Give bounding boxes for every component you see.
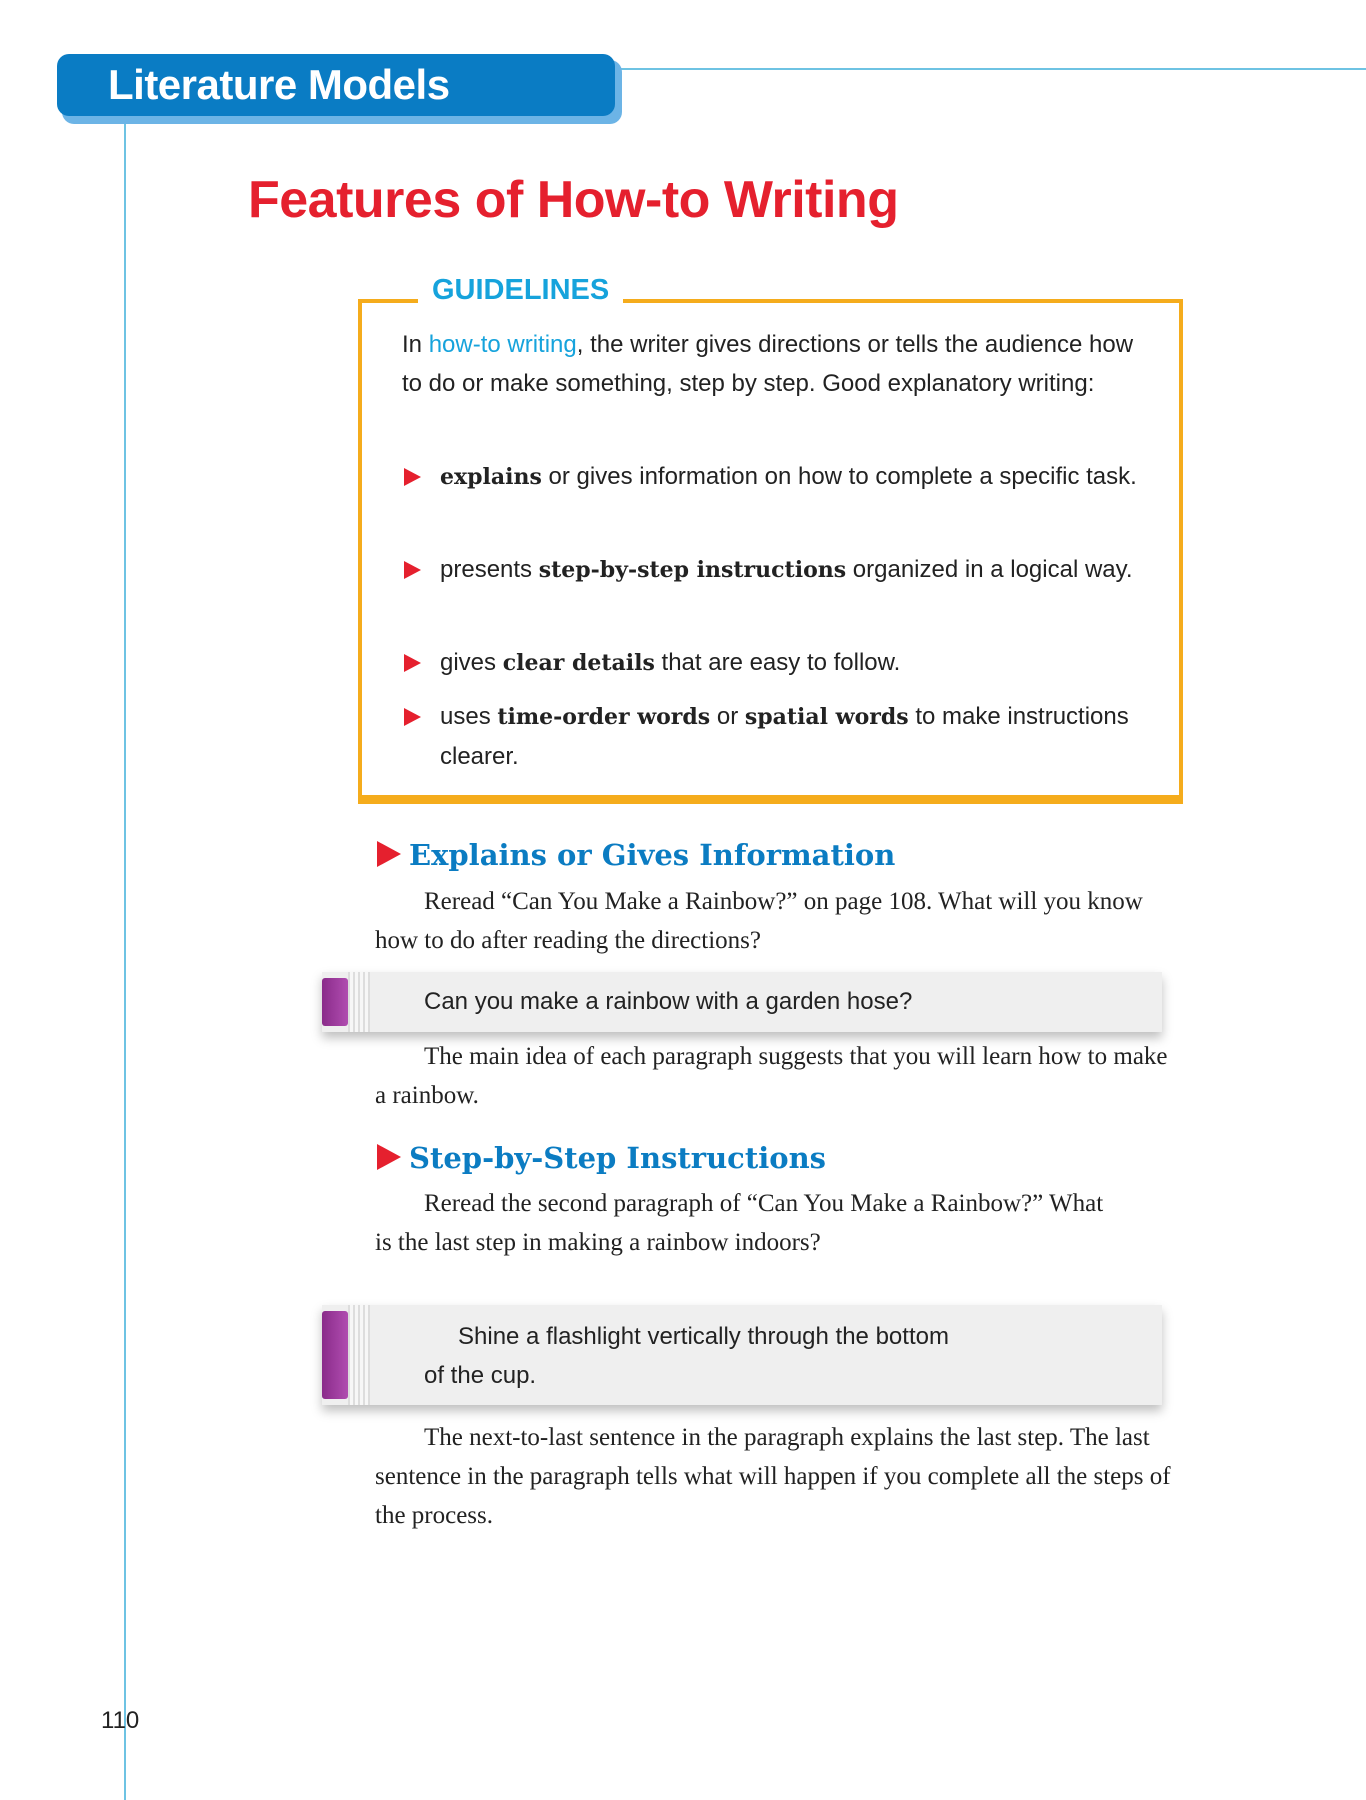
explanation-text: The main idea of each paragraph suggests that you will learn how to make a rainbow. [375, 1043, 1168, 1109]
section-heading [377, 838, 895, 872]
guideline-bullet [404, 457, 1144, 497]
section-question [375, 882, 1175, 960]
bullet-arrow-icon [404, 561, 421, 579]
section-heading-text: Step-by-Step Instructions [409, 1141, 826, 1175]
page-title: Features of How-to Writing [248, 171, 899, 229]
section-heading [377, 1141, 826, 1175]
bullet-keyword: step-by-step instructions [538, 557, 847, 583]
arrow-icon [377, 841, 401, 867]
question-text: Reread the second paragraph of “Can You Make a Rainbow?” What is the last step in making a rainbow indoors? [375, 1190, 1104, 1256]
bullet-text: to make instructions clearer. [440, 703, 1129, 770]
bullet-keyword: clear details [502, 650, 655, 676]
question-text: Reread “Can You Make a Rainbow?” on page 108. What will you know how to do after reading the directions? [375, 888, 1143, 954]
section-tab: Literature Models [57, 54, 615, 116]
answer-text: Shine a flashlight vertically through the bottom of the cup. [424, 1323, 949, 1389]
header-rule [612, 68, 1366, 70]
callout-tab [322, 978, 348, 1026]
section-explanation [375, 1037, 1175, 1115]
bullet-text: organized in a logical way. [846, 556, 1133, 583]
bullet-arrow-icon [404, 654, 421, 672]
bullet-arrow-icon [404, 708, 421, 726]
arrow-icon [377, 1144, 401, 1170]
guidelines-label: GUIDELINES [418, 274, 623, 307]
intro-text: , the writer gives directions or tells the audience how to do or make something, step by step. Good explanatory writing: [402, 331, 1134, 397]
guideline-bullet [404, 697, 1144, 776]
bullet-keyword: explains [440, 464, 542, 490]
intro-text: In [402, 331, 429, 358]
answer-callout [322, 1305, 1162, 1405]
section-heading-text: Explains or Gives Information [409, 838, 896, 872]
bullet-arrow-icon [404, 468, 421, 486]
key-term: how-to writing [428, 331, 577, 358]
margin-rule [124, 120, 126, 1800]
bullet-text: or gives information on how to complete a specific task. [541, 463, 1137, 490]
bullet-text: gives [440, 649, 503, 676]
answer-text: Can you make a rainbow with a garden hose? [424, 988, 913, 1015]
section-explanation [375, 1418, 1175, 1535]
answer-callout [322, 972, 1162, 1032]
section-question [375, 1184, 1105, 1262]
bullet-keyword: spatial words [744, 704, 909, 730]
bullet-text: or [710, 703, 745, 730]
guideline-bullet [404, 550, 1144, 590]
bullet-text: that are easy to follow. [654, 649, 901, 676]
guidelines-intro [402, 325, 1142, 403]
bullet-keyword: time-order words [497, 704, 711, 730]
page-number: 110 [101, 1707, 140, 1734]
bullet-text: presents [440, 556, 539, 583]
callout-tab [322, 1311, 348, 1399]
guideline-bullet [404, 643, 1144, 683]
explanation-text: The next-to-last sentence in the paragraph explains the last step. The last sentence in the paragraph tells what will happen if you complete all the steps of the process. [375, 1424, 1171, 1529]
bullet-text: uses [440, 703, 498, 730]
